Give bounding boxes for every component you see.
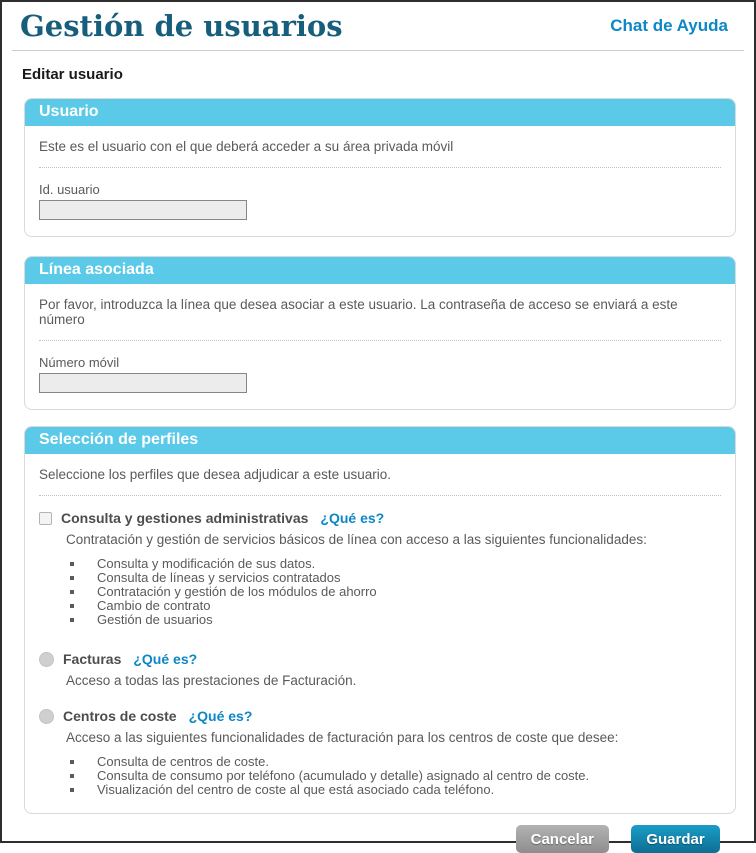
facturas-radio[interactable] xyxy=(39,652,54,667)
footer-actions xyxy=(2,825,720,853)
mobile-number-label: Número móvil xyxy=(39,355,120,370)
facturas-label: Facturas xyxy=(63,651,122,667)
user-id-input[interactable] xyxy=(39,200,247,220)
gestiones-administrativas-feature-list xyxy=(75,557,721,627)
panel-usuario-body xyxy=(25,126,735,236)
page-header xyxy=(2,2,754,45)
gestiones-administrativas-help-link[interactable]: ¿Qué es? xyxy=(320,510,385,526)
panel-usuario-title: Usuario xyxy=(39,103,99,120)
panel-perfiles-header xyxy=(25,427,735,454)
panel-linea-header xyxy=(25,257,735,284)
facturas-help-link[interactable]: ¿Qué es? xyxy=(133,651,198,667)
centros-de-coste-description: Acceso a las siguientes funcionalidades de facturación para los centros de coste que desee: xyxy=(66,730,619,745)
gestiones-administrativas-description: Contratación y gestión de servicios básicos de línea con acceso a las siguientes funcionalidades: xyxy=(66,532,647,547)
panel-usuario xyxy=(24,98,736,237)
profile-option-gestiones-administrativas xyxy=(39,510,721,526)
gestiones-administrativas-checkbox[interactable] xyxy=(39,512,52,525)
panel-usuario-header xyxy=(25,99,735,126)
list-item: ▪ Visualización del centro de coste al que está asociado cada teléfono. xyxy=(85,783,721,797)
list-item: ▪ Consulta y modificación de sus datos. xyxy=(85,557,721,571)
page-subtitle: Editar usuario xyxy=(22,66,123,83)
cancel-button[interactable]: Cancelar xyxy=(516,825,609,853)
panel-seleccion-perfiles xyxy=(24,426,736,814)
centros-de-coste-radio[interactable] xyxy=(39,709,54,724)
facturas-description: Acceso a todas las prestaciones de Facturación. xyxy=(66,673,357,688)
chat-help-link[interactable]: Chat de Ayuda xyxy=(610,16,728,35)
list-item: ▪ Contratación y gestión de los módulos de ahorro xyxy=(85,585,721,599)
list-item: ▪ Cambio de contrato xyxy=(85,599,721,613)
panel-linea-asociada xyxy=(24,256,736,410)
panel-perfiles-description: Seleccione los perfiles que desea adjudicar a este usuario. xyxy=(39,467,391,482)
mobile-number-input[interactable] xyxy=(39,373,247,393)
gestiones-administrativas-label: Consulta y gestiones administrativas xyxy=(61,510,309,526)
list-item: ▪ Gestión de usuarios xyxy=(85,613,721,627)
list-item: ▪ Consulta de centros de coste. xyxy=(85,755,721,769)
dotted-divider xyxy=(39,340,721,341)
centros-de-coste-feature-list xyxy=(75,755,721,797)
list-item: ▪ Consulta de líneas y servicios contratados xyxy=(85,571,721,585)
panel-linea-title: Línea asociada xyxy=(39,261,154,278)
page-title: Gestión de usuarios xyxy=(20,9,343,43)
panel-perfiles-body xyxy=(25,454,735,813)
dotted-divider xyxy=(39,495,721,496)
list-item: ▪ Consulta de consumo por teléfono (acumulado y detalle) asignado al centro de coste. xyxy=(85,769,721,783)
dotted-divider xyxy=(39,167,721,168)
header-divider xyxy=(12,50,744,51)
profile-option-centros-de-coste xyxy=(39,708,721,724)
profile-option-facturas xyxy=(39,651,721,667)
centros-de-coste-label: Centros de coste xyxy=(63,708,177,724)
save-button[interactable]: Guardar xyxy=(631,825,720,853)
panel-linea-body xyxy=(25,284,735,409)
panel-linea-description: Por favor, introduzca la línea que desea asociar a este usuario. La contraseña de acceso se enviará a este número xyxy=(39,297,678,327)
panel-perfiles-title: Selección de perfiles xyxy=(39,431,199,448)
panel-usuario-description: Este es el usuario con el que deberá acceder a su área privada móvil xyxy=(39,139,454,154)
centros-de-coste-help-link[interactable]: ¿Qué es? xyxy=(188,708,253,724)
user-id-label: Id. usuario xyxy=(39,182,100,197)
